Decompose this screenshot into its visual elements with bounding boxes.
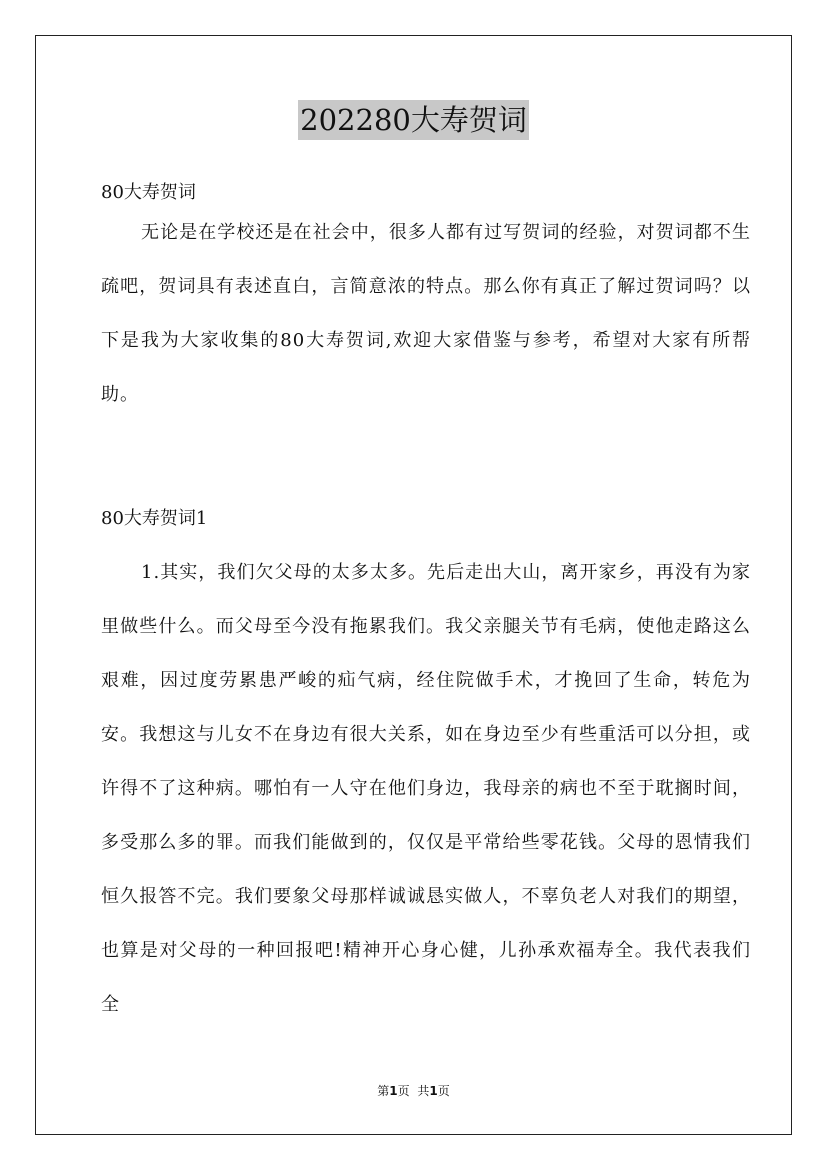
- footer-total-number: 1: [429, 1084, 438, 1098]
- intro-paragraph: 无论是在学校还是在社会中，很多人都有过写贺词的经验，对贺词都不生疏吧，贺词具有表述直白，言简意浓的特点。那么你有真正了解过贺词吗？以下是我为大家收集的80大寿贺词,欢迎大家借鉴与参考，希望对大家有所帮助。: [101, 222, 751, 405]
- footer-page-number: 1: [389, 1084, 398, 1098]
- heading-section-1: 80大寿贺词1: [101, 508, 208, 529]
- document-title: 202280大寿贺词: [298, 100, 529, 140]
- heading-intro: 80大寿贺词: [101, 182, 196, 203]
- page-footer: [0, 1083, 827, 1099]
- section-1-paragraph: 1.其实，我们欠父母的太多太多。先后走出大山，离开家乡，再没有为家里做些什么。而父母至今没有拖累我们。我父亲腿关节有毛病，使他走路这么艰难，因过度劳累患严峻的疝气病，经住院做手术，才挽回了生命，转危为安。我想这与儿女不在身边有很大关系，如在身边至少有些重活可以分担，或许得不了这种病。哪怕有一人守在他们身边，我母亲的病也不至于耽搁时间，多受那么多的罪。而我们能做到的，仅仅是平常给些零花钱。父母的恩情我们恒久报答不完。我们要象父母那样诚诚恳实做人，不辜负老人对我们的期望，也算是对父母的一种回报吧!精神开心身心健，儿孙承欢福寿全。我代表我们全: [101, 562, 751, 1015]
- footer-total-suffix: 页: [437, 1084, 450, 1098]
- footer-total-prefix: 共: [417, 1084, 430, 1098]
- footer-page-prefix: 第: [377, 1084, 390, 1098]
- footer-page-suffix: 页: [397, 1084, 410, 1098]
- title-container: [0, 100, 827, 140]
